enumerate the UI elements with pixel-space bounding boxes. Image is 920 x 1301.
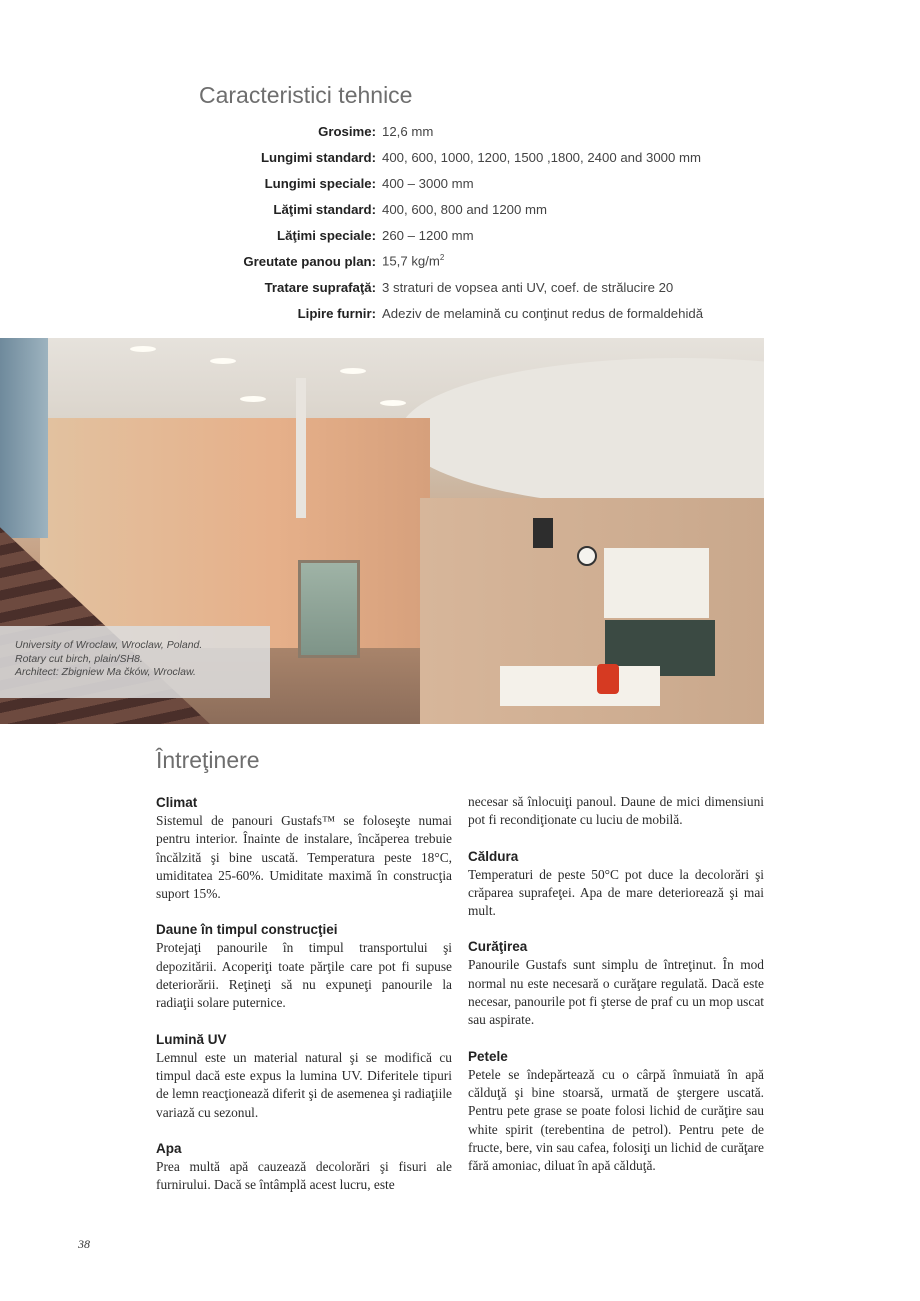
spec-value: 400, 600, 800 and 1200 mm <box>382 201 547 217</box>
section-stains <box>468 1047 764 1176</box>
photo-ceiling-light <box>210 358 236 364</box>
photo-wall-panels <box>40 418 430 648</box>
spec-row <box>160 222 780 248</box>
spec-label: Lungimi standard: <box>260 149 376 165</box>
specs-title: Caracteristici tehnice <box>199 82 413 108</box>
spec-label: Lăţimi standard: <box>273 201 376 217</box>
section-text: Sistemul de panouri Gustafs™ se foloseşte numai pentru interior. Înainte de instalare, încăperea trebuie încălzită şi bine uscată. Temperatura peste 18°C, umiditatea 25-60%. Umiditate maximă în construcţia suport 15%. <box>156 813 452 902</box>
spec-value: Adeziv de melamină cu conţinut redus de formaldehidă <box>382 305 704 321</box>
spec-row <box>160 118 780 144</box>
section-heading: Căldura <box>468 848 519 864</box>
section-climat <box>156 793 452 903</box>
maintenance-column-left <box>156 793 452 1211</box>
spec-value-text: 15,7 kg/m <box>382 253 440 269</box>
photo-speaker <box>533 518 553 548</box>
photo-red-chair <box>597 664 619 694</box>
section-text: Lemnul este un material natural şi se modifică cu timpul dacă este expus la lumina UV. Diferitele tipuri de lemn reacţionează diferit şi de asemenea şi radiaţiile variază cu sezonul. <box>156 1049 452 1120</box>
section-text: Protejaţi panourile în timpul transportului şi depozitării. Acoperiţi toate părţile care pot fi supuse deteriorării. Reţineţi să nu expuneţi panourile la radiaţii solare puternice. <box>156 940 452 1011</box>
photo-clock <box>577 546 597 566</box>
maintenance-column-right <box>468 793 764 1192</box>
photo-pillar <box>296 378 306 518</box>
section-cleaning <box>468 937 764 1029</box>
spec-value: 3 straturi de vopsea anti UV, coef. de strălucire 20 <box>382 279 674 295</box>
spec-row <box>160 144 780 170</box>
spec-superscript: 2 <box>439 253 445 263</box>
spec-row <box>160 248 780 274</box>
spec-label: Lăţimi speciale: <box>277 227 376 243</box>
lecture-hall-photo <box>0 338 764 724</box>
specs-table <box>160 118 780 326</box>
section-heading: Climat <box>156 795 198 810</box>
section-construction-damage <box>156 920 452 1012</box>
section-water <box>156 1139 452 1195</box>
spec-value <box>382 253 444 268</box>
spec-label: Greutate panou plan: <box>243 253 376 269</box>
spec-row <box>160 300 780 326</box>
maintenance-title: Întreţinere <box>156 747 260 773</box>
photo-window <box>0 338 48 538</box>
spec-label: Grosime: <box>318 123 376 139</box>
photo-ceiling-light <box>340 368 366 374</box>
photo-ceiling-light <box>240 396 266 402</box>
spec-value: 12,6 mm <box>382 123 434 139</box>
spec-label: Lipire furnir: <box>297 305 376 321</box>
section-heading: Lumină UV <box>156 1031 227 1047</box>
spec-label: Lungimi speciale: <box>264 175 376 191</box>
section-uv-light <box>156 1030 452 1122</box>
section-heading: Daune în timpul construcţiei <box>156 922 338 938</box>
photo-ceiling-light <box>380 400 406 406</box>
section-text: necesar să înlocuiţi panoul. Daune de mici dimensiuni pot fi recondiţionate cu luciu de mobilă. <box>468 794 764 828</box>
section-text: Prea multă apă cauzează decolorări şi fisuri ale furnirului. Dacă se întâmplă acest lucru, este <box>156 1158 452 1193</box>
spec-value: 400 – 3000 mm <box>382 175 474 191</box>
section-heat <box>468 847 764 921</box>
photo-caption <box>0 626 270 698</box>
section-text: Panourile Gustafs sunt simplu de întreţinut. În mod normal nu este necesară o curăţare regulată. Dacă este necesar, panourile pot fi şterse de praf cu un mop uscat sau aspirate. <box>468 957 764 1028</box>
photo-whiteboard <box>604 548 709 618</box>
section-text: Petele se îndepărtează cu o cârpă înmuiată în apă călduţă şi bine stoarsă, urmată de ştergere uscată. Pentru pete grase se poate folosi lichid de curăţire sau white spirit (terebentina de petrol). Pentru pete de fructe, bere, vin sau cafea, folosiţi un lichid de curăţare fără amoniac, diluat în apă călduţă. <box>468 1066 764 1174</box>
page-number: 38 <box>78 1237 90 1251</box>
spec-label: Tratare suprafaţă: <box>264 279 376 295</box>
section-text: Temperaturi de peste 50°C pot duce la decolorări şi crăparea suprafeţei. Apa de mare deteriorează şi mai mult. <box>468 866 764 919</box>
spec-value: 260 – 1200 mm <box>382 227 474 243</box>
caption-line: University of Wroclaw, Wroclaw, Poland. <box>15 639 203 651</box>
caption-line: Rotary cut birch, plain/SH8. <box>15 652 143 665</box>
section-water-continued <box>468 793 764 830</box>
spec-value: 400, 600, 1000, 1200, 1500 ,1800, 2400 and 3000 mm <box>382 149 701 165</box>
section-heading: Curăţirea <box>468 939 528 955</box>
caption-line: Architect: Zbigniew Ma čków, Wroclaw. <box>15 666 196 678</box>
photo-door <box>298 560 360 658</box>
spec-row <box>160 170 780 196</box>
spec-row <box>160 274 780 300</box>
section-heading: Petele <box>468 1048 508 1064</box>
section-heading: Apa <box>156 1140 182 1156</box>
photo-desk <box>500 666 660 706</box>
photo-ceiling-light <box>130 346 156 352</box>
spec-row <box>160 196 780 222</box>
